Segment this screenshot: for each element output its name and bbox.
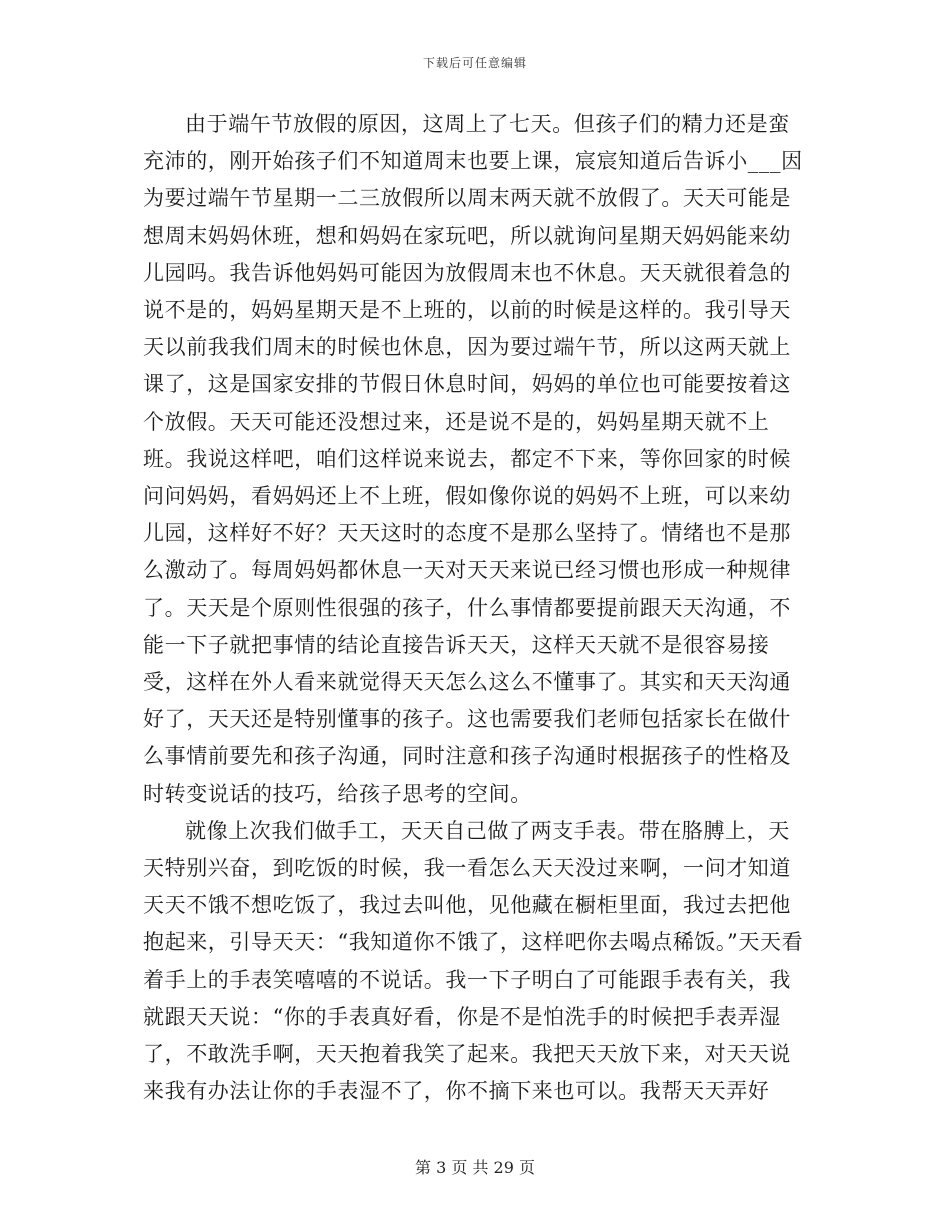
page-header: 下载后可任意编辑 (422, 56, 527, 70)
paragraph-1: 由于端午节放假的原因，这周上了七天。但孩子们的精力还是蛮充沛的，刚开始孩子们不知道周末也要上课，宸宸知道后告诉小___因为要过端午节星期一二三放假所以周末两天就不放假了。天天可能是想周末妈妈休班，想和妈妈在家玩吧，所以就询问星期天妈妈能来幼儿园吗。我告诉他妈妈可能因为放假周末也不休息。天天就很着急的说不是的，妈妈星期天是不上班的，以前的时候是这样的。我引导天天以前我我们周末的时候也休息，因为要过端午节，所以这两天就上课了，这是国家安排的节假日休息时间，妈妈的单位也可能要按着这个放假。天天可能还没想过来，还是说不是的，妈妈星期天就不上班。我说这样吧，咱们这样说来说去，都定不下来，等你回家的时候问问妈妈，看妈妈还上不上班，假如像你说的妈妈不上班，可以来幼儿园，这样好不好？天天这时的态度不是那么坚持了。情绪也不是那么激动了。每周妈妈都休息一天对天天来说已经习惯也形成一种规律了。天天是个原则性很强的孩子，什么事情都要提前跟天天沟通，不能一下子就把事情的结论直接告诉天天，这样天天就不是很容易接受，这样在外人看来就觉得天天怎么这么不懂事了。其实和天天沟通好了，天天还是特别懂事的孩子。这也需要我们老师包括家长在做什么事情前要先和孩子沟通，同时注意和孩子沟通时根据孩子的性格及时转变说话的技巧，给孩子思考的空间。 (143, 112, 803, 806)
page-number: 第 3 页 共 29 页 (415, 1158, 535, 1177)
paragraph-2: 就像上次我们做手工，天天自己做了两支手表。带在胳膊上，天天特别兴奋，到吃饭的时候，我一看怎么天天没过来啊，一问才知道天天不饿不想吃饭了，我过去叫他，见他藏在橱柜里面，我过去把他抱起来，引导天天：“我知道你不饿了，这样吧你去喝点稀饭。”天天看着手上的手表笑嘻嘻的不说话。我一下子明白了可能跟手表有关，我就跟天天说：“你的手表真好看，你是不是怕洗手的时候把手表弄湿了，不敢洗手啊，天天抱着我笑了起来。我把天天放下来，对天天说来我有办法让你的手表湿不了，你不摘下来也可以。我帮天天弄好 (143, 818, 804, 1104)
document-body (143, 106, 807, 1110)
